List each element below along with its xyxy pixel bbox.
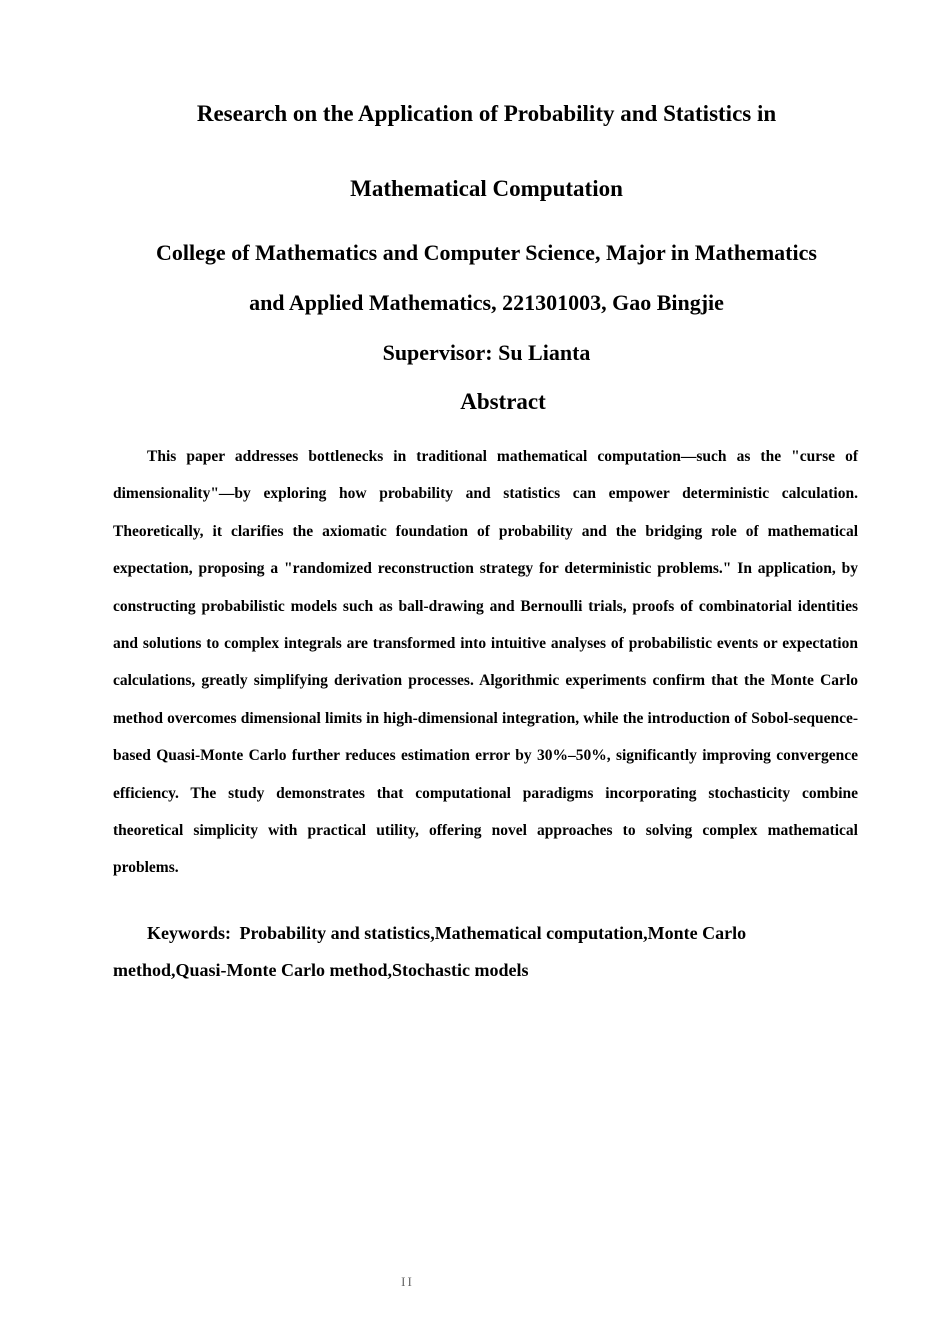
supervisor-line: Supervisor: Su Lianta [382, 340, 591, 365]
abstract-heading: Abstract [460, 389, 546, 414]
keywords-label: Keywords: [147, 923, 231, 943]
author-affiliation-line-1: College of Mathematics and Computer Science, Major in Mathematics [156, 240, 817, 265]
keywords-paragraph [113, 915, 813, 989]
paper-title-line-2: Mathematical Computation [350, 176, 623, 201]
paper-title-line-1: Research on the Application of Probability and Statistics in [196, 101, 777, 126]
keywords-text: Probability and statistics,Mathematical computation,Monte Carlo method,Quasi-Monte Carlo method,Stochastic models [113, 923, 747, 980]
page-number: II [401, 1274, 414, 1289]
author-affiliation-line-2: and Applied Mathematics, 221301003, Gao Bingjie [249, 290, 724, 315]
abstract-body: This paper addresses bottlenecks in traditional mathematical computation—such as the "curse of dimensionality"—by exploring how probability and statistics can empower deterministic calculation. Theoretically, it clarifies the axiomatic foundation of probability and the bridging role of mathematical expectation, proposing a "randomized reconstruction strategy for deterministic problems." In application, by constructing probabilistic models such as ball-drawing and Bernoulli trials, proofs of combinatorial identities and solutions to complex integrals are transformed into intuitive analyses of probabilistic events or expectation calculations, greatly simplifying derivation processes. Algorithmic experiments confirm that the Monte Carlo method overcomes dimensional limits in high-dimensional integration, while the introduction of Sobol-sequence-based Quasi-Monte Carlo further reduces estimation error by 30%–50%, significantly improving convergence efficiency. The study demonstrates that computational paradigms incorporating stochasticity combine theoretical simplicity with practical utility, offering novel approaches to solving complex mathematical problems. [113, 448, 858, 877]
